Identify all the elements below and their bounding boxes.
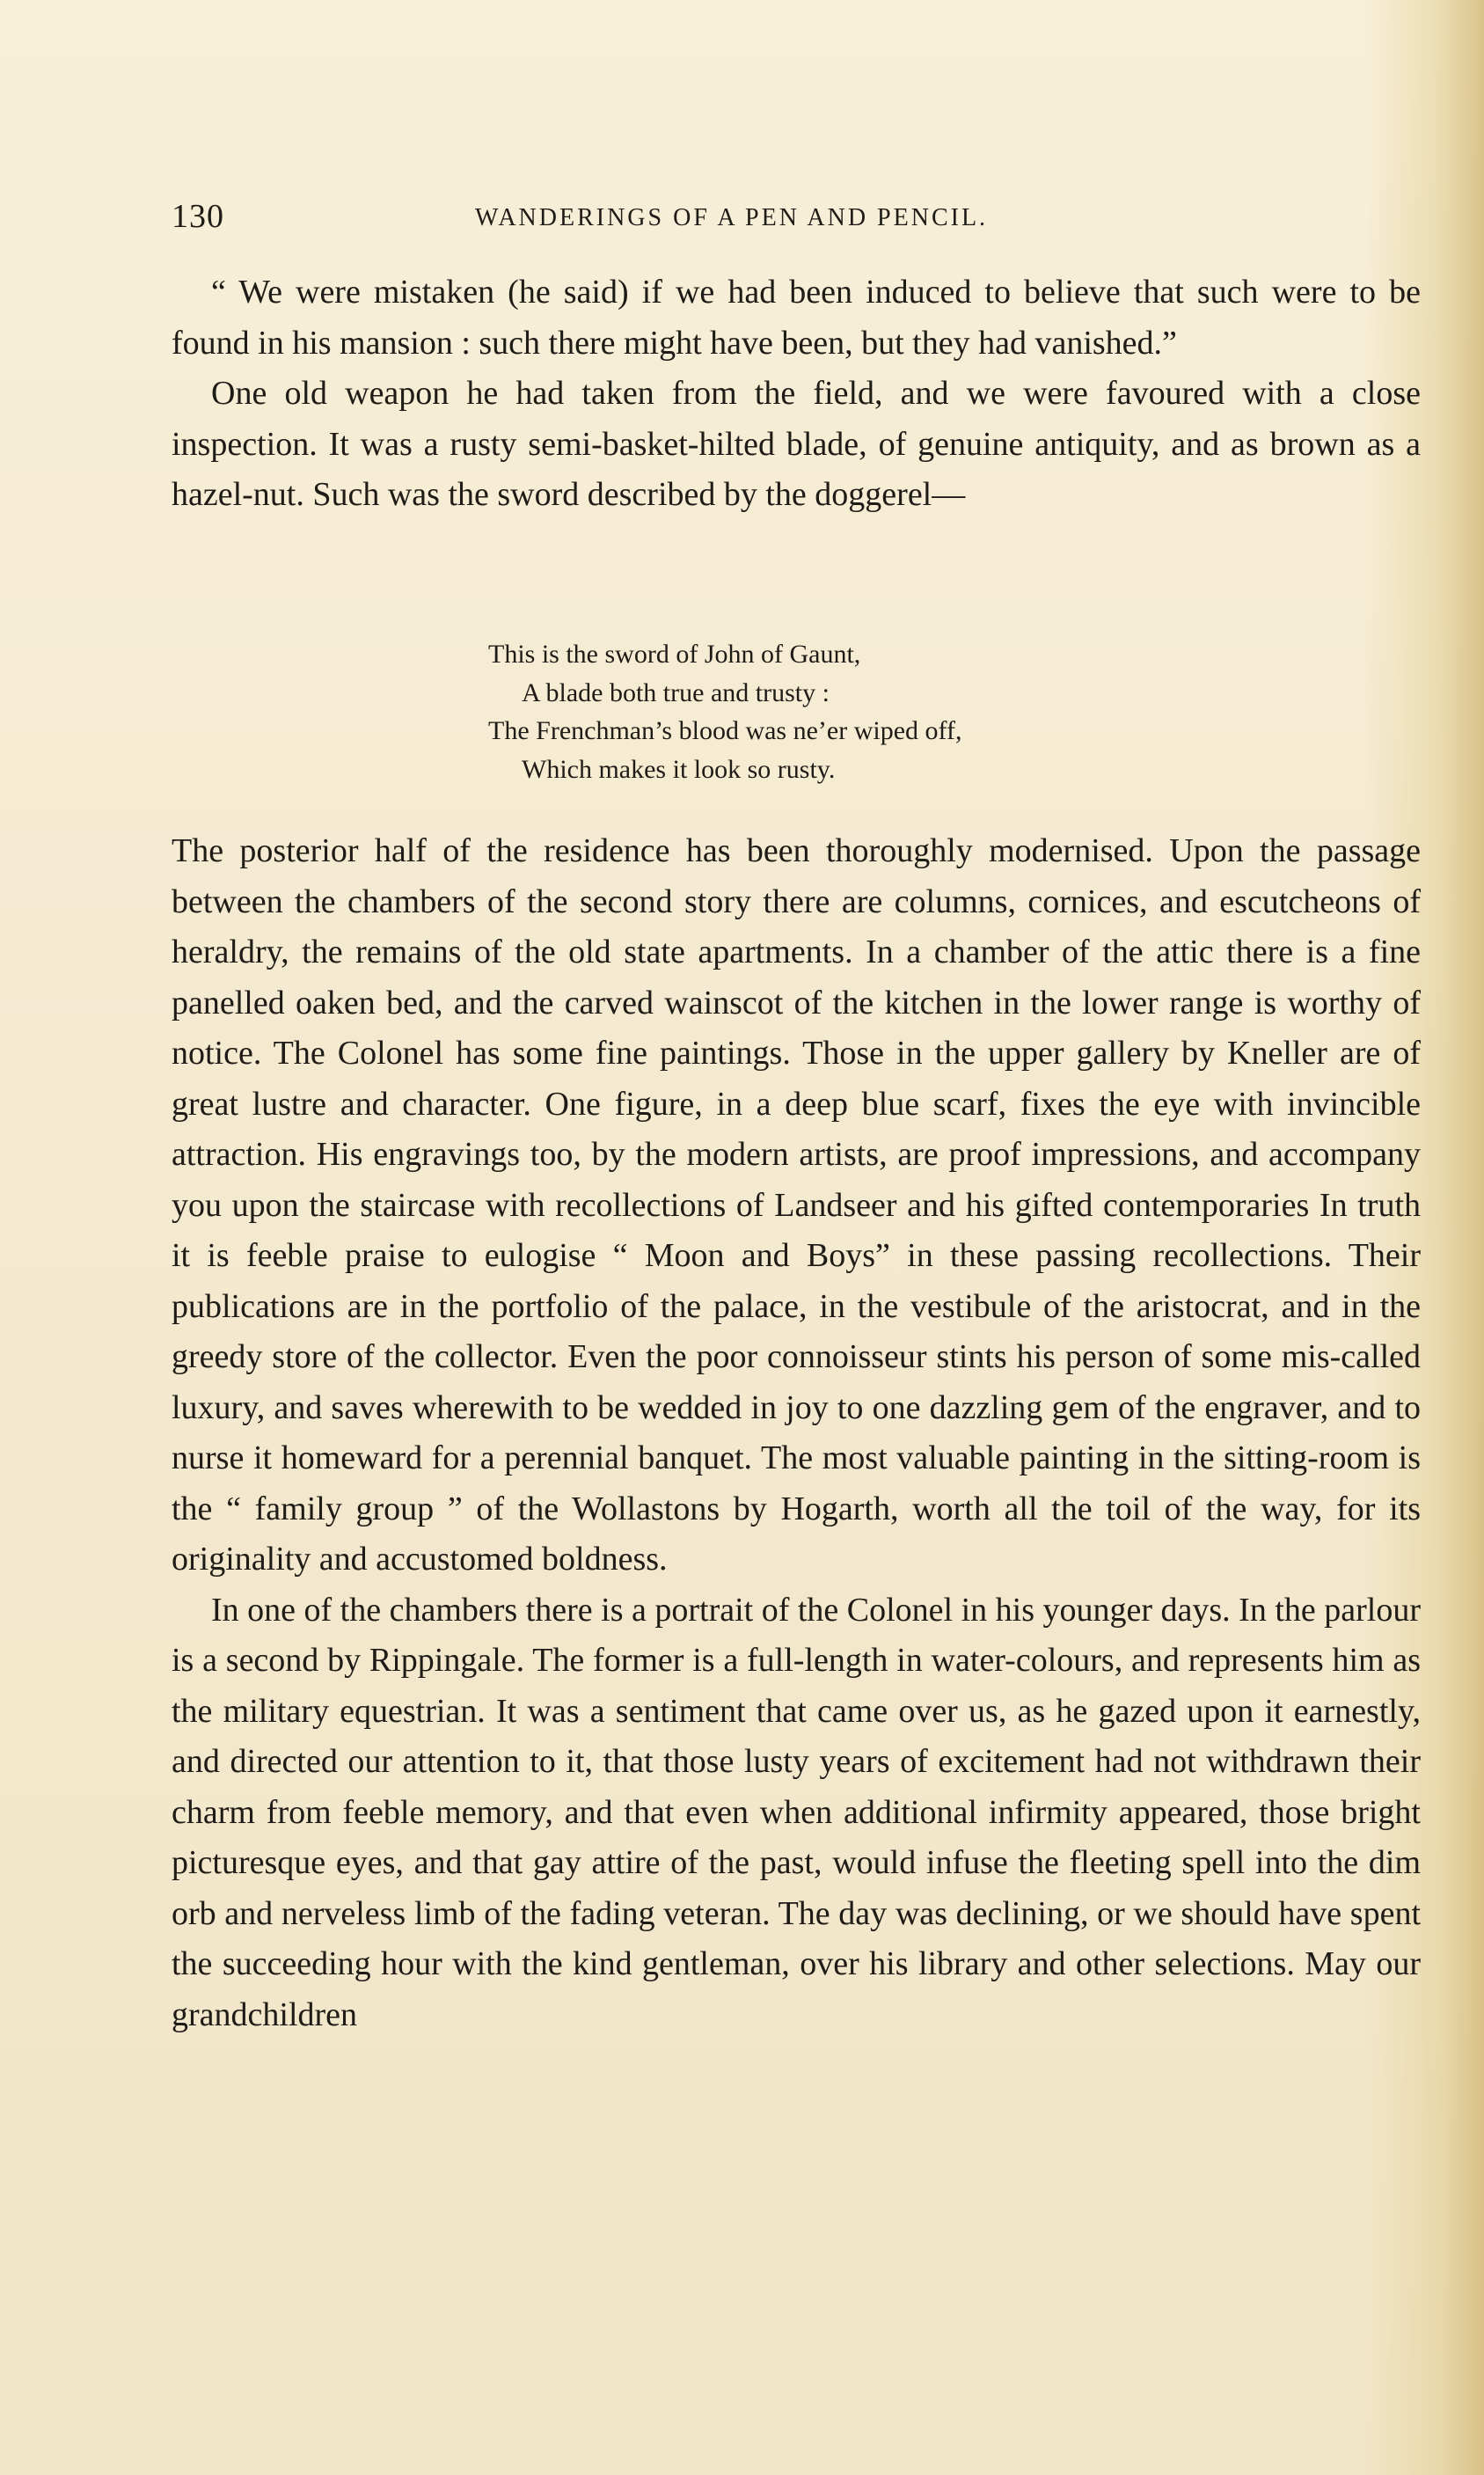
page-number: 130: [172, 198, 224, 235]
paragraph-portrait: In one of the chambers there is a portrait of the Colonel in his younger days. In the parlour is a second by Rippingale. The former is a full-length in water-colours, and represents him as the military equestrian. It was a sentiment that came over us, as he gazed upon it earnestly, and directed our attention to it, that those lusty years of excitement had not withdrawn their charm from feeble memory, and that even when additional infirmity appeared, those bright picturesque eyes, and that gay attire of the past, would infuse the fleeting spell into the dim orb and nerveless limb of the fading veteran. The day was declining, or we should have spent the succeeding hour with the kind gentleman, over his library and other selections. May our grandchildren: [172, 1591, 1421, 2033]
poem-line-3: The Frenchman’s blood was ne’er wiped off,: [488, 716, 962, 745]
top-text-block: [172, 267, 1421, 521]
page-header: [172, 197, 1421, 241]
paragraph-residence: The posterior half of the residence has been thoroughly modernised. Upon the passage between the chambers of the second story there are columns, cornices, and escutcheons of heraldry, the remains of the old state apartments. In a chamber of the attic there is a fine panelled oaken bed, and the carved wainscot of the kitchen in the lower range is worthy of notice. The Colonel has some fine paintings. Those in the upper gallery by Kneller are of great lustre and character. One figure, in a deep blue scarf, fixes the eye with invincible attraction. His engravings too, by the modern artists, are proof impressions, and accompany you upon the staircase with recollections of Landseer and his gifted contemporaries In truth it is feeble praise to eulogise “ Moon and Boys” in these passing recollections. Their publications are in the portfolio of the palace, in the vestibule of the aristocrat, and in the greedy store of the collector. Even the poor connoisseur stints his person of some mis-called luxury, and saves wherewith to be wedded in joy to one dazzling gem of the engraver, and to nurse it homeward for a perennial banquet. The most valuable painting in the sitting-room is the “ family group ” of the Wollastons by Hogarth, worth all the toil of the way, for its originality and accustomed boldness.: [172, 832, 1421, 1578]
bottom-text-block: [172, 826, 1421, 2040]
poem-line-2: A blade both true and trusty :: [522, 677, 830, 707]
paragraph-sword: One old weapon he had taken from the field, and we were favoured with a close inspection. It was a rusty semi-basket-hilted blade, of genuine antiquity, and as brown as a hazel-nut. Such was the sword described by the doggerel—: [172, 375, 1421, 513]
poem: [488, 635, 1157, 788]
poem-line-1: This is the sword of John of Gaunt,: [488, 640, 861, 669]
running-title: WANDERINGS OF A PEN AND PENCIL.: [475, 204, 989, 231]
paragraph-quote: “ We were mistaken (he said) if we had been induced to believe that such were to be found in his mansion : such there might have been, but they had vanished.”: [172, 274, 1421, 362]
poem-line-4: Which makes it look so rusty.: [522, 754, 836, 784]
